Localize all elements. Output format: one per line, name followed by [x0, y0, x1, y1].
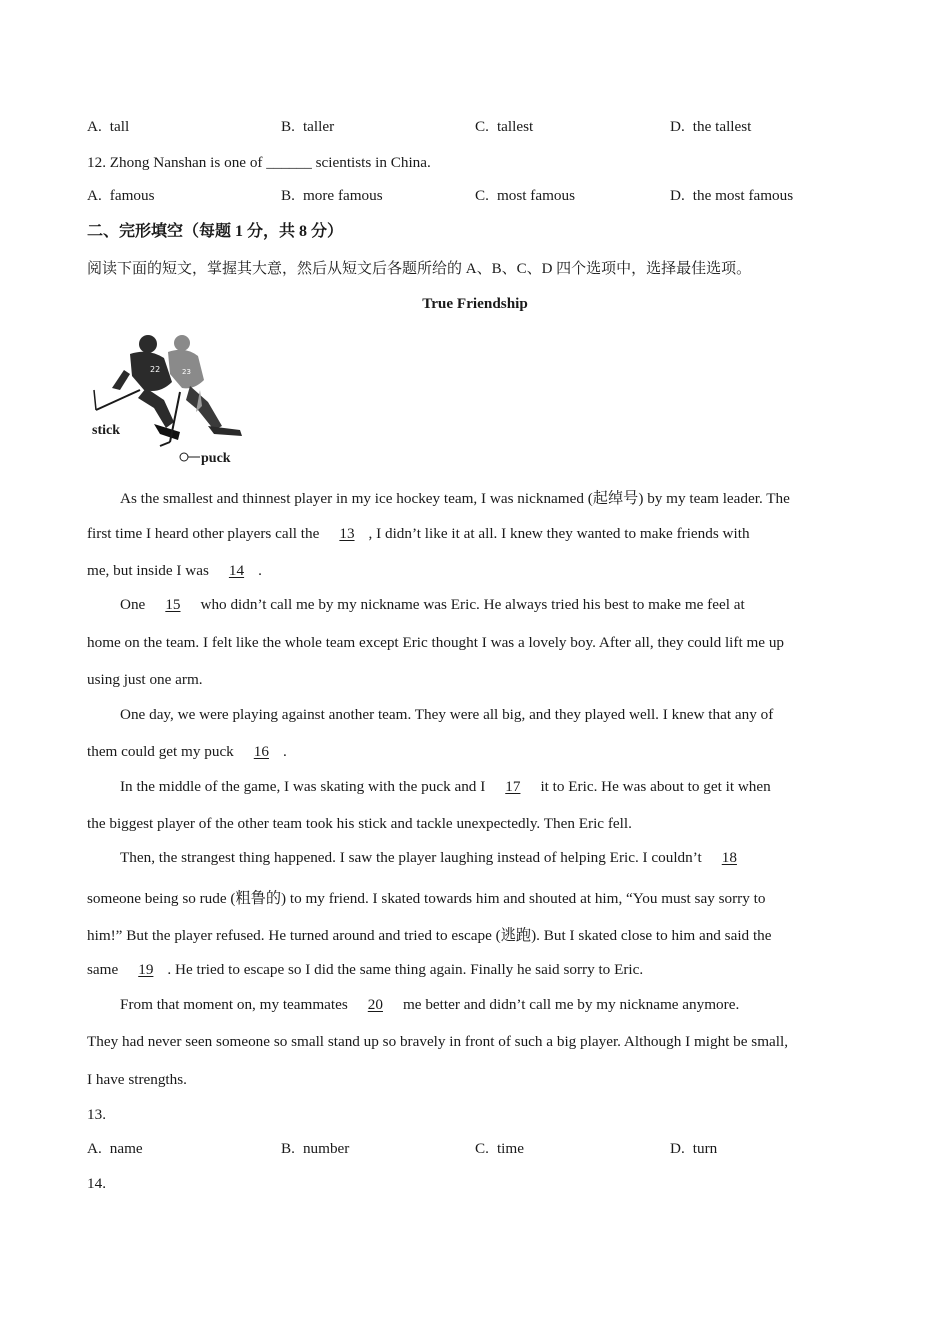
q11-option-b[interactable]: B. taller: [281, 118, 335, 135]
q12-option-d[interactable]: D. the most famous: [670, 187, 794, 204]
q13-option-a[interactable]: A. name: [87, 1140, 143, 1157]
passage-title: True Friendship: [422, 295, 528, 312]
q13-number: 13.: [87, 1106, 106, 1123]
blank-15[interactable]: 15: [165, 596, 181, 613]
jersey-number: 23: [212, 395, 220, 402]
jersey-number: 22: [150, 365, 161, 374]
q13-options: [87, 1140, 867, 1160]
puck-label: puck: [201, 451, 231, 466]
stick-label: stick: [92, 423, 120, 438]
blank-18[interactable]: 18: [721, 849, 737, 866]
blank-20[interactable]: 20: [367, 996, 383, 1013]
q12-options: [87, 187, 867, 207]
q12-option-a[interactable]: A. famous: [87, 187, 155, 204]
blank-13[interactable]: 13: [339, 525, 355, 542]
blank-14[interactable]: 14: [228, 562, 245, 579]
section-heading: 二、完形填空（每题 1 分，共 8 分）: [87, 223, 344, 240]
q13-option-c[interactable]: C. time: [475, 1140, 524, 1157]
q12-option-c[interactable]: C. most famous: [475, 187, 575, 204]
blank-17[interactable]: 17: [505, 778, 521, 795]
q14-number: 14.: [87, 1175, 106, 1192]
section-instruction: 阅读下面的短文，掌握其大意，然后从短文后各题所给的 A、B、C、D 四个选项中，选择最佳选项。: [87, 261, 752, 277]
q12-option-b[interactable]: B. more famous: [281, 187, 383, 204]
hockey-illustration: [90, 330, 255, 470]
q13-option-b[interactable]: B. number: [281, 1140, 350, 1157]
puck-shape: [180, 453, 188, 461]
blank-16[interactable]: 16: [253, 743, 269, 760]
hockey-players-figure: [90, 330, 255, 470]
stick-shape: [96, 390, 140, 410]
q12-stem: 12. Zhong Nanshan is one of ______ scientists in China.: [87, 154, 431, 171]
q13-option-d[interactable]: D. turn: [670, 1140, 718, 1157]
jersey-number: 23: [182, 368, 191, 376]
q11-options: [87, 118, 867, 138]
q11-option-d[interactable]: D. the tallest: [670, 118, 752, 135]
q11-option-c[interactable]: C. tallest: [475, 118, 534, 135]
blank-19[interactable]: 19: [138, 961, 154, 978]
q11-option-a[interactable]: A. tall: [87, 118, 130, 135]
